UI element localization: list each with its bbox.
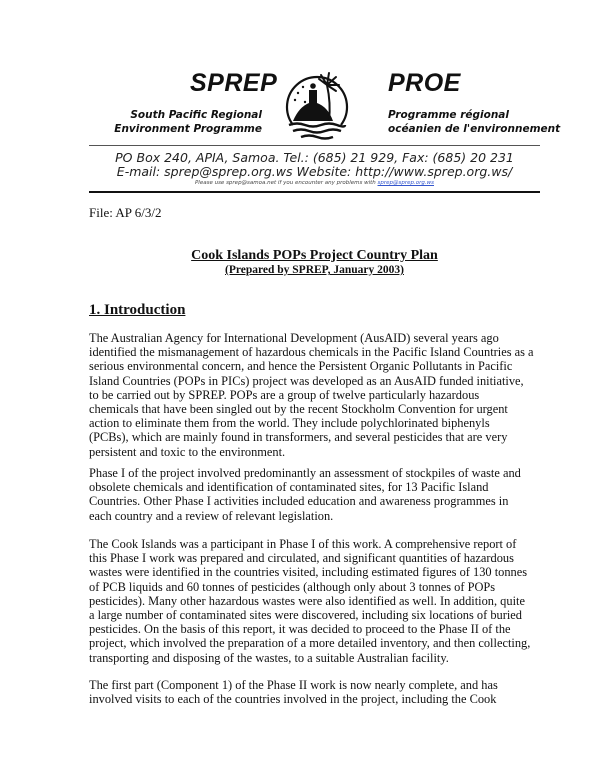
paragraph-line: pesticides. On the basis of this report, it was decided to proceed to the Phase II of the (89, 622, 511, 637)
paragraph-line: of PCB liquids and 60 tonnes of pesticides (although only about 3 tonnes of POPs (89, 579, 496, 594)
paragraph-line: project, which involved the preparation of a more detailed inventory, and then collecting, (89, 636, 531, 651)
paragraph (89, 678, 539, 706)
paragraph-line: each country and a review of relevant legislation. (89, 508, 334, 523)
paragraph (89, 537, 539, 665)
paragraph-line: wastes were identified in the countries visited, including estimated figures of 130 tonnes (89, 565, 528, 580)
header-divider-top (89, 145, 540, 146)
paragraph-line: obsolete chemicals and identification of contaminated sites, for 13 Pacific Island (89, 480, 489, 495)
org-abbr-english: SPREP (190, 69, 278, 97)
paragraph-line: this Phase I work was prepared and circulated, and significant quantities of hazardous (89, 551, 514, 566)
email-notice (89, 180, 540, 186)
org-name-french-line: océanien de l'environnement (388, 123, 561, 135)
paragraph-line: The first part (Component 1) of the Phase II work is now nearly complete, and has (89, 678, 498, 692)
org-name-english-line: South Pacific Regional (130, 109, 262, 121)
document-subtitle: (Prepared by SPREP, January 2003) (224, 264, 404, 276)
contact-info: E-mail: sprep@sprep.org.ws Website: http://www.sprep.org.ws/ (116, 164, 513, 179)
paragraph-line: chemicals that have been singled out by the recent Stockholm Convention for urgent (89, 402, 508, 417)
paragraph (89, 466, 539, 523)
document-title: Cook Islands POPs Project Country Plan (191, 248, 438, 263)
org-name-french (388, 108, 588, 136)
header-divider-bottom (89, 191, 540, 193)
org-name-english (62, 108, 262, 136)
org-name-english-line: Environment Programme (114, 123, 262, 135)
paragraph-line: (PCBs), which are mainly found in transformers, and several pesticides that are very (89, 430, 508, 445)
paragraph-line: a large number of contaminated sites were discovered, including six locations of buried (89, 608, 522, 623)
section-heading-introduction: 1. Introduction (89, 302, 186, 318)
paragraph-line: Island Countries (POPs in PICs) project was developed as an AusAID funded initiative, (89, 373, 524, 388)
paragraph-line: transporting and disposing of the wastes, to a suitable Australian facility. (89, 650, 449, 665)
paragraph-line: involved visits to each of the countries involved in the project, including the Cook (89, 692, 497, 707)
email-notice-text: Please use sprep@samoa.net if you encounter any problems with (194, 180, 378, 186)
paragraph-line: Countries. Other Phase I activities included education and awareness programmes in (89, 494, 509, 509)
paragraph-line: Phase I of the project involved predominantly an assessment of stockpiles of waste and (89, 466, 521, 480)
postal-address: PO Box 240, APIA, Samoa. Tel.: (685) 21 929, Fax: (685) 20 231 (115, 150, 514, 165)
email-link[interactable]: sprep@sprep.org.ws (377, 180, 434, 186)
paragraph-line: persistent and toxic to the environment. (89, 444, 286, 459)
paragraph-line: action to eliminate them from the world. They include polychlorinated biphenyls (89, 416, 490, 431)
org-name-french-line: Programme régional (388, 109, 509, 121)
paragraph (89, 331, 539, 459)
sprep-logo-icon (283, 69, 351, 143)
paragraph-line: The Australian Agency for International Development (AusAID) several years ago (89, 331, 499, 345)
paragraph-line: The Cook Islands was a participant in Phase I of this work. A comprehensive report of (89, 537, 517, 551)
paragraph-line: serious environmental concern, and hence the Persistent Organic Pollutants in Pacific (89, 359, 513, 374)
paragraph-line: to be carried out by SPREP. POPs are a group of twelve particularly hazardous (89, 387, 480, 402)
org-abbr-french: PROE (388, 69, 461, 97)
file-reference: File: AP 6/3/2 (89, 205, 162, 220)
paragraph-line: pesticides). Many other hazardous wastes were also identified as well. In addition, quite (89, 593, 525, 608)
paragraph-line: identified the mismanagement of hazardous chemicals in the Pacific Island Countries as a (89, 345, 534, 360)
